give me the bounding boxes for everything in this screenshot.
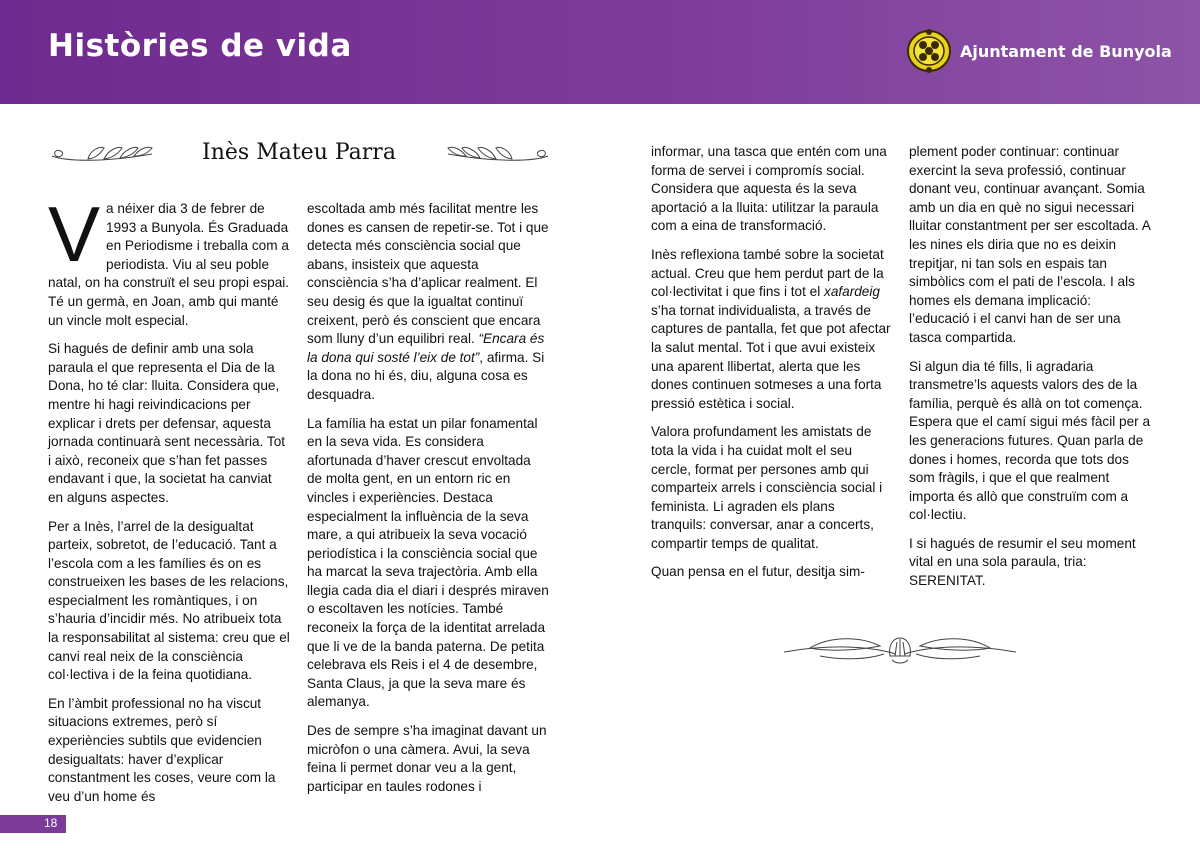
paragraph: Si algun dia té fills, li agradaria transmetre’ls aquests valors des de la família, perquè és allà on tot comença. Espera que el camí sigui més fàcil per a les generacions futures. Quan parla de dones i homes, recorda que tots dos som fràgils, i que el que realment importa és allò que construïm com a col·lectiu. bbox=[909, 358, 1151, 523]
article-heading bbox=[44, 136, 554, 176]
paragraph: informar, una tasca que entén com una forma de servei i compromís social. Considera que aquesta és la seva aportació a la lluita: utilitzar la paraula com a eina de transformació. bbox=[651, 144, 887, 234]
drop-cap: V bbox=[48, 190, 101, 278]
paragraph: plement poder continuar: continuar exercint la seva professió, continuar donant veu, continuar avançant. Somia amb un dia en què no sigui necessari lluitar constantment per ser escoltada. A les nines els diria que no es deixin trepitjar, ni tan sols en espais tan simbòlics com el pati de l’escola. I als homes els demana implicació: l’educació i el canvi han de ser una tasca compartida. bbox=[909, 144, 1151, 345]
paragraph-text: escoltada amb més facilitat mentre les dones es cansen de repetir-se. Tot i que detecta més consciència social que abans, insisteix que aquesta consciència s’ha d’aplicar realment. El seu desig és que la igualtat continuï creixent, però és conscient que encara som lluny d’un equilibri real. bbox=[307, 201, 549, 347]
paragraph-text: Inès reflexiona també sobre la societat actual. Creu que hem perdut part de la col·lectivitat i que fins i tot el bbox=[651, 246, 884, 300]
shell-leaf-ornament-icon bbox=[780, 630, 1020, 670]
text-column-2 bbox=[307, 200, 549, 806]
paragraph: Quan pensa en el futur, desitja sim- bbox=[651, 564, 865, 580]
paragraph: Des de sempre s’ha imaginat davant un micròfon o una càmera. Avui, la seva feina li permet donar veu a la gent, participar en taules rodones i bbox=[307, 723, 547, 794]
header-banner bbox=[0, 0, 1200, 104]
section-title: Històries de vida bbox=[48, 28, 352, 64]
leaf-ornament-icon bbox=[48, 140, 158, 170]
text-column-3 bbox=[651, 143, 893, 592]
paragraph bbox=[651, 246, 893, 413]
paragraph bbox=[48, 190, 290, 330]
emphasis: xafardeig bbox=[824, 284, 880, 300]
paragraph-text: a néixer dia 3 de febrer de 1993 a Bunyola. És Graduada en Periodisme i treballa com a periodista. Viu al seu poble natal, on ha construït el seu propi espai. Té un germà, en Joan, amb qui manté un vincle molt especial. bbox=[48, 201, 290, 328]
paragraph bbox=[307, 200, 549, 405]
person-name: Inès Mateu Parra bbox=[202, 140, 396, 165]
paragraph: Si hagués de definir amb una sola paraula el que representa el Dia de la Dona, ho té clar: lluita. Considera que, mentre hi hagi reivindicacions per explicar i drets per defensar, aquesta jornada continuarà sent necessària. Tot i això, reconeix que s’han fet passes endavant i que, la societat ha canviat en alguns aspectes. bbox=[48, 341, 286, 505]
paragraph-text: s’ha tornat individualista, a través de captures de pantalla, fet que pot afectar la salut mental. Tot i que avui existeix una aparent llibertat, alerta que les dones continuen sotmeses a una forta pressió estètica i social. bbox=[651, 302, 891, 411]
leaf-ornament-icon bbox=[442, 140, 552, 170]
paragraph: Valora profundament les amistats de tota la vida i ha cuidat molt el seu cercle, format per persones amb qui comparteix arrels i consciència social i feminista. Li agraden els plans tranquils: conversar, anar a concerts, compartir temps de qualitat. bbox=[651, 424, 883, 551]
paragraph: I si hagués de resumir el seu moment vital en una sola paraula, tria: SERENITAT. bbox=[909, 535, 1136, 589]
paragraph: En l’àmbit professional no ha viscut situacions extremes, però sí experiències subtils que evidencien desigualtats: haver d’explicar constantment les coses, veure com la veu d’un home és bbox=[48, 695, 276, 804]
paragraph: Per a Inès, l’arrel de la desigualtat parteix, sobretot, de l’educació. Tant a l’escola com a les famílies és on es construeixen les bases de les relacions, especialment les romàntiques, i on s’hauria d’incidir més. No atribueix tota la responsabilitat al sistema: creu que el canvi real neix de la consciència col·lectiva i de la feina quotidiana. bbox=[48, 518, 290, 683]
paragraph: La família ha estat un pilar fonamental en la seva vida. Es considera afortunada d’haver crescut envoltada de molta gent, en un entorn ric en vincles i experiències. Destaca especialment la influència de la seva mare, a qui atribueix la seva vocació periodística i la consciència social que ha marcat la seva trajectòria. Amb ella llegia cada dia el diari i després miraven o escoltaven les notícies. També reconeix la força de la identitat arrelada que li ve de la banda paterna. De petita celebrava els Reis i el 4 de desembre, Santa Claus, ja que la seva mare és alemanya. bbox=[307, 415, 549, 710]
text-column-1 bbox=[48, 190, 290, 816]
organization-name: Ajuntament de Bunyola bbox=[960, 42, 1172, 61]
quote: “Encara és la dona qui sosté l’eix de tot” bbox=[307, 331, 545, 365]
text-column-4 bbox=[909, 143, 1151, 601]
page-number: 18 bbox=[44, 816, 58, 830]
paragraph-text: , afirma. Si la dona no hi és, diu, alguna cosa es desquadra. bbox=[307, 349, 545, 402]
coat-of-arms-logo bbox=[906, 28, 952, 74]
